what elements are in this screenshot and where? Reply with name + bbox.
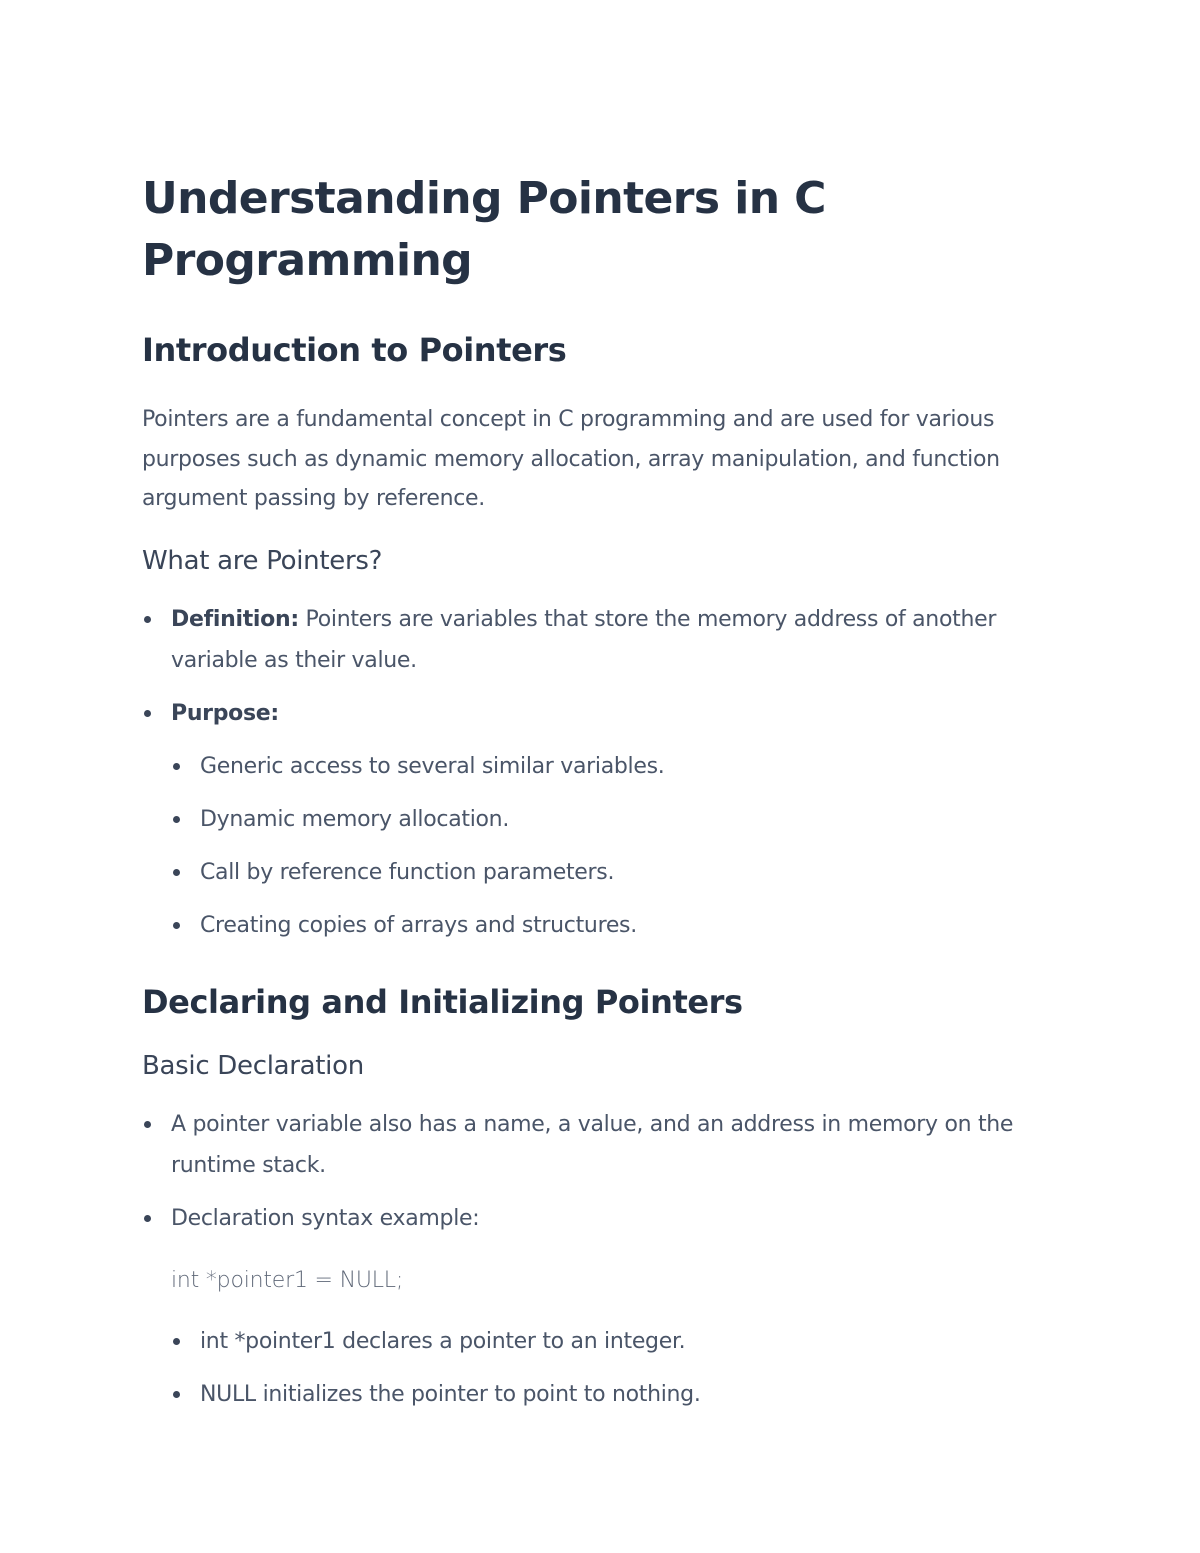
syntax-label: Declaration syntax example: [171,1205,480,1231]
list-item: Generic access to several similar variables. [171,746,1062,787]
section-heading-introduction: Introduction to Pointers [142,331,567,369]
code-snippet: int *pointer1 = NULL; [171,1267,404,1293]
document-title: Understanding Pointers in C Programming [142,173,826,286]
document-page [142,168,1062,1427]
section-heading-declaring: Declaring and Initializing Pointers [142,982,743,1021]
syntax-notes-list [171,1321,1062,1415]
list-item: Creating copies of arrays and structures. [171,905,1062,946]
definition-label: Definition: [171,606,299,632]
purpose-list [171,746,1062,946]
subheading-basic-declaration: Basic Declaration [142,1050,364,1081]
list-item: NULL initializes the pointer to point to nothing. [171,1374,1062,1415]
declaration-list [142,1104,1062,1415]
purpose-label: Purpose: [171,700,279,726]
pointer-facts-list [142,599,1062,946]
list-item: int *pointer1 declares a pointer to an integer. [171,1321,1062,1362]
intro-paragraph: Pointers are a fundamental concept in C programming and are used for various purposes such as dynamic memory allocation, array manipulation, and function argument passing by reference. [142,407,1000,511]
definition-text: Pointers are variables that store the memory address of another variable as their value. [171,606,997,673]
list-item: Call by reference function parameters. [171,852,1062,893]
list-item-purpose [142,693,1062,946]
list-item: A pointer variable also has a name, a value, and an address in memory on the runtime stack. [142,1104,1062,1186]
subheading-what-are-pointers: What are Pointers? [142,545,383,576]
list-item: Dynamic memory allocation. [171,799,1062,840]
list-item-definition [142,599,1062,681]
list-item-syntax [142,1198,1062,1415]
